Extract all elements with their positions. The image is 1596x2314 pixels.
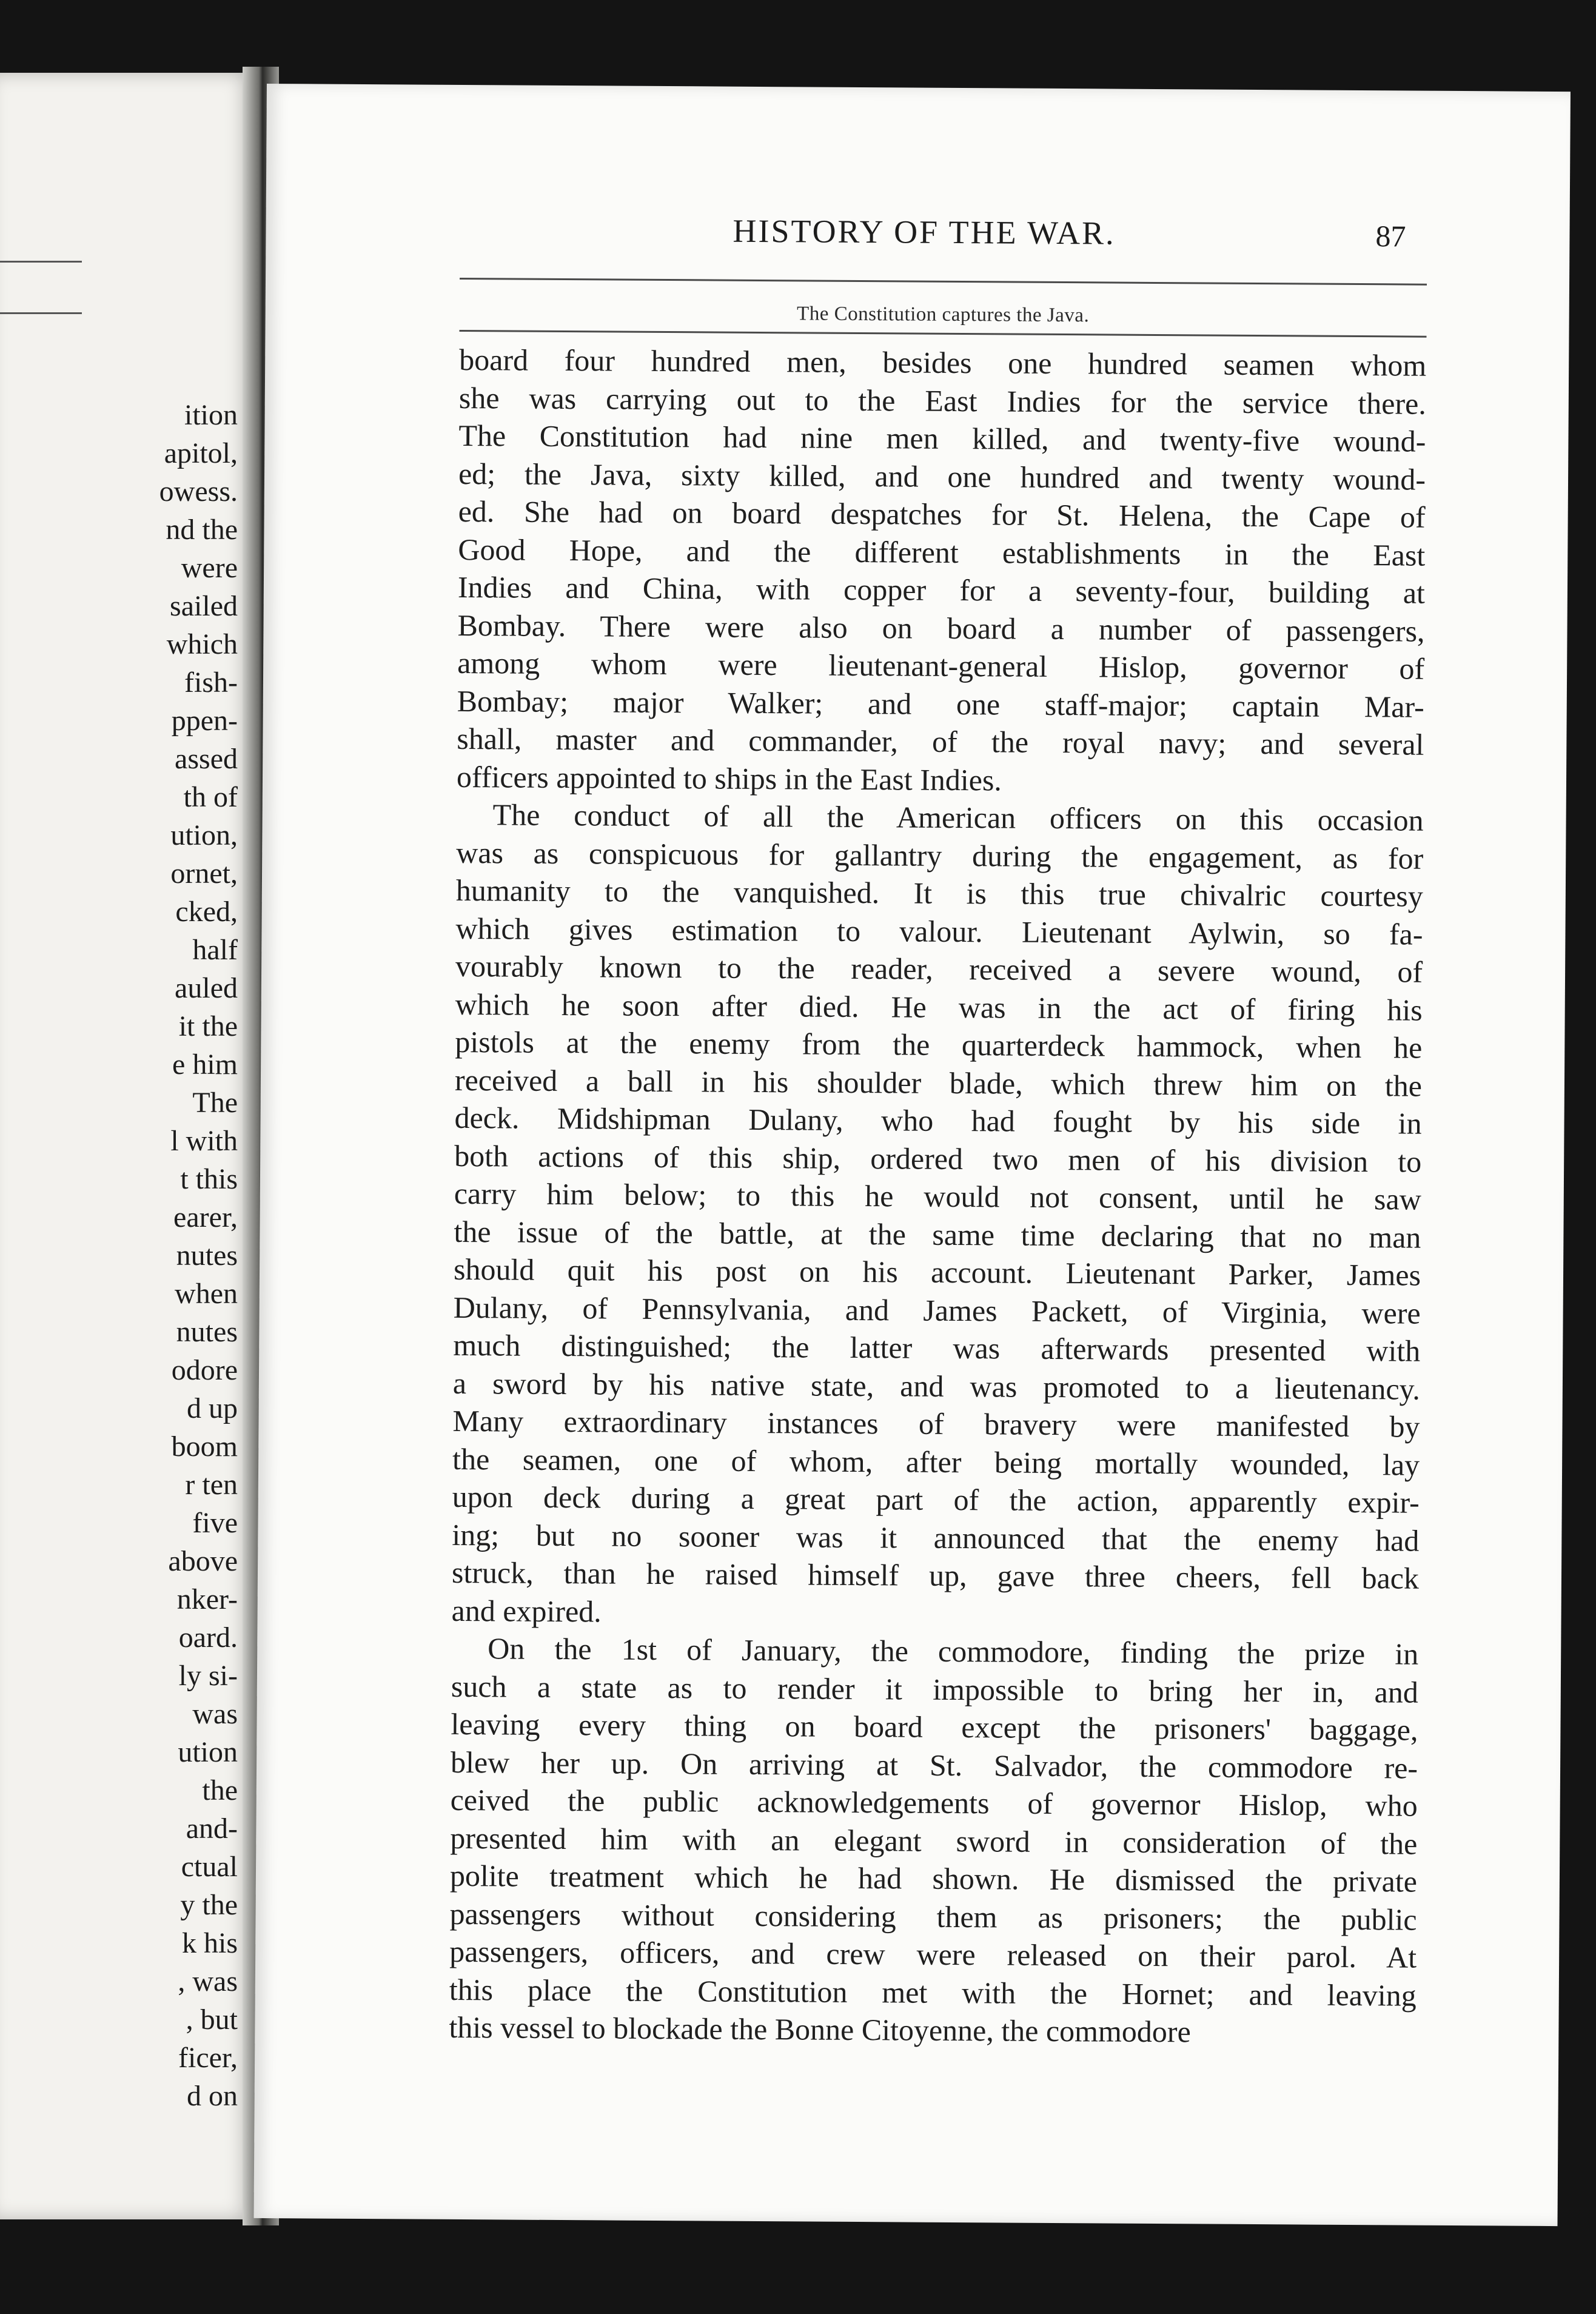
text-line: which he soon after died. He was in the act of firing his [455, 987, 1423, 1027]
text-line: much distinguished; the latter was afterwards presented with [453, 1327, 1421, 1368]
text-line: ed; the Java, sixty killed, and one hundred and twenty wound- [458, 456, 1426, 497]
text-line: The Constitution had nine men killed, and twenty-five wound- [458, 418, 1426, 458]
left-page-line: when [175, 1278, 238, 1310]
text-line: The conduct of all the American officers on this occasion [492, 797, 1424, 837]
text-line: this vessel to blockade the Bonne Citoyenne, the commodore [449, 2010, 1191, 2049]
left-page-line: nutes [176, 1239, 238, 1272]
left-page-line: auled [175, 972, 238, 1004]
text-line: should quit his post on his account. Lieutenant Parker, James [453, 1252, 1421, 1292]
left-page-line: t this [180, 1163, 238, 1195]
text-line: the issue of the battle, at the same time declaring that no man [454, 1214, 1421, 1255]
left-page-line: half [192, 934, 238, 966]
left-page-line: th of [183, 781, 238, 813]
text-line: presented him with an elegant sword in consideration of the [450, 1820, 1418, 1861]
text-line: board four hundred men, besides one hundred seamen whom [459, 342, 1427, 383]
text-line: she was carrying out to the East Indies for the service there. [458, 380, 1426, 421]
text-line: vourably known to the reader, received a severe wound, of [455, 948, 1423, 989]
left-page-line: l with [170, 1125, 238, 1157]
text-line: humanity to the vanquished. It is this true chivalric courtesy [455, 873, 1424, 913]
left-page-line: The [192, 1087, 238, 1119]
left-page-rule [0, 261, 82, 263]
text-line: pistols at the enemy from the quarterdeck hammock, when he [455, 1024, 1423, 1065]
left-page-line: oard. [178, 1621, 238, 1654]
body-text [449, 341, 1426, 2052]
left-page-line: e him [172, 1048, 238, 1081]
left-page-line: earer, [173, 1201, 238, 1233]
text-line: both actions of this ship, ordered two men of his division to [454, 1138, 1422, 1179]
left-page-line: it the [178, 1010, 238, 1042]
text-line: Dulany, of Pennsylvania, and James Packett, of Virginia, were [453, 1290, 1421, 1330]
left-page-line: were [181, 552, 238, 584]
text-line: a sword by his native state, and was promoted to a lieutenancy. [452, 1366, 1421, 1406]
text-line: ceived the public acknowledgements of governor Hislop, who [450, 1782, 1418, 1823]
text-line: ed. She had on board despatches for St. Helena, the Cape of [458, 494, 1426, 534]
left-page-line: ition [184, 399, 238, 431]
left-page-line: nd the [166, 514, 238, 546]
left-page-line: apitol, [164, 437, 238, 469]
page-number: 87 [1375, 219, 1406, 253]
left-page-line: was [192, 1698, 238, 1730]
left-page-line: d on [187, 2080, 238, 2112]
text-line: upon deck during a great part of the action, apparently expir- [452, 1479, 1420, 1520]
left-page-line: y the [180, 1889, 238, 1921]
text-line: passengers without considering them as prisoners; the public [449, 1896, 1417, 1937]
left-page-line: and- [186, 1813, 238, 1845]
text-line: this place the Constitution met with the Hornet; and leaving [449, 1972, 1417, 2013]
left-page-line: boom [171, 1430, 238, 1463]
text-line: carry him below; to this he would not consent, until he saw [454, 1176, 1421, 1216]
text-line: received a ball in his shoulder blade, which threw him on the [454, 1062, 1423, 1103]
text-line: deck. Midshipman Dulany, who had fought by his side in [454, 1100, 1422, 1141]
text-line: leaving every thing on board except the prisoners' baggage, [451, 1706, 1418, 1747]
left-page-rule [0, 312, 82, 314]
left-page-line: k his [181, 1927, 238, 1959]
left-page-line: cked, [175, 896, 238, 928]
text-line: shall, master and commander, of the royal navy; and several [457, 721, 1424, 762]
running-title: HISTORY OF THE WAR. [733, 212, 1116, 252]
left-page-line: , but [186, 2004, 238, 2036]
left-page-line: ly si- [178, 1660, 238, 1692]
left-page-line: ctual [181, 1851, 238, 1883]
left-facing-page [0, 73, 255, 2219]
left-page-line: owess. [159, 475, 238, 508]
text-line: the seamen, one of whom, after being mortally wounded, lay [452, 1441, 1420, 1482]
text-line: Many extraordinary instances of bravery were manifested by [452, 1403, 1420, 1444]
text-line: Good Hope, and the different establishments in the East [458, 532, 1426, 572]
left-page-line: ution [178, 1736, 238, 1768]
left-page-line: ppen- [171, 705, 238, 737]
left-page-text-fragments [159, 396, 238, 2115]
text-line: On the 1st of January, the commodore, finding the prize in [488, 1631, 1419, 1671]
text-line: Indies and China, with copper for a seventy-four, building at [457, 569, 1426, 610]
left-page-line: five [192, 1507, 238, 1539]
text-line: ing; but no sooner was it announced that the enemy had [452, 1517, 1420, 1558]
left-page-line: nutes [176, 1316, 238, 1348]
left-page-line: r ten [185, 1469, 238, 1501]
left-page-line: sailed [170, 590, 238, 622]
text-line: was as conspicuous for gallantry during the engagement, as for [456, 835, 1424, 876]
text-line: officers appointed to ships in the East Indies. [456, 759, 1002, 797]
left-page-line: ficer, [178, 2042, 238, 2074]
section-subhead: The Constitution captures the Java. [797, 303, 1090, 327]
text-line: passengers, officers, and crew were released on their parol. At [449, 1934, 1417, 1974]
header-rule-bottom [460, 330, 1427, 338]
text-line: Bombay; major Walker; and one staff-major; captain Mar- [457, 683, 1424, 724]
left-page-line: which [166, 628, 238, 660]
right-page [253, 84, 1570, 2226]
left-page-line: ution, [170, 819, 238, 851]
text-line: struck, than he raised himself up, gave three cheers, fell back [451, 1555, 1420, 1595]
left-page-line: d up [187, 1392, 238, 1424]
text-line: Bombay. There were also on board a number of passengers, [457, 608, 1425, 648]
left-page-line: assed [175, 743, 238, 775]
header-rule-top [460, 278, 1427, 286]
left-page-line: odore [171, 1354, 238, 1386]
text-line: among whom were lieutenant-general Hislop, governor of [457, 645, 1425, 686]
text-line: blew her up. On arriving at St. Salvador, the commodore re- [450, 1745, 1418, 1785]
running-head [266, 209, 1569, 260]
text-line: such a state as to render it impossible to bring her in, and [451, 1669, 1419, 1709]
left-page-line: the [202, 1774, 238, 1806]
left-page-line: fish- [184, 666, 238, 699]
left-page-line: nker- [176, 1583, 238, 1615]
text-line: polite treatment which he had shown. He dismissed the private [449, 1858, 1418, 1899]
text-line: which gives estimation to valour. Lieutenant Aylwin, so fa- [455, 911, 1423, 951]
left-page-line: ornet, [170, 857, 238, 890]
left-page-line: above [168, 1545, 238, 1577]
text-line: and expired. [451, 1593, 602, 1628]
left-page-line: , was [178, 1965, 238, 1997]
